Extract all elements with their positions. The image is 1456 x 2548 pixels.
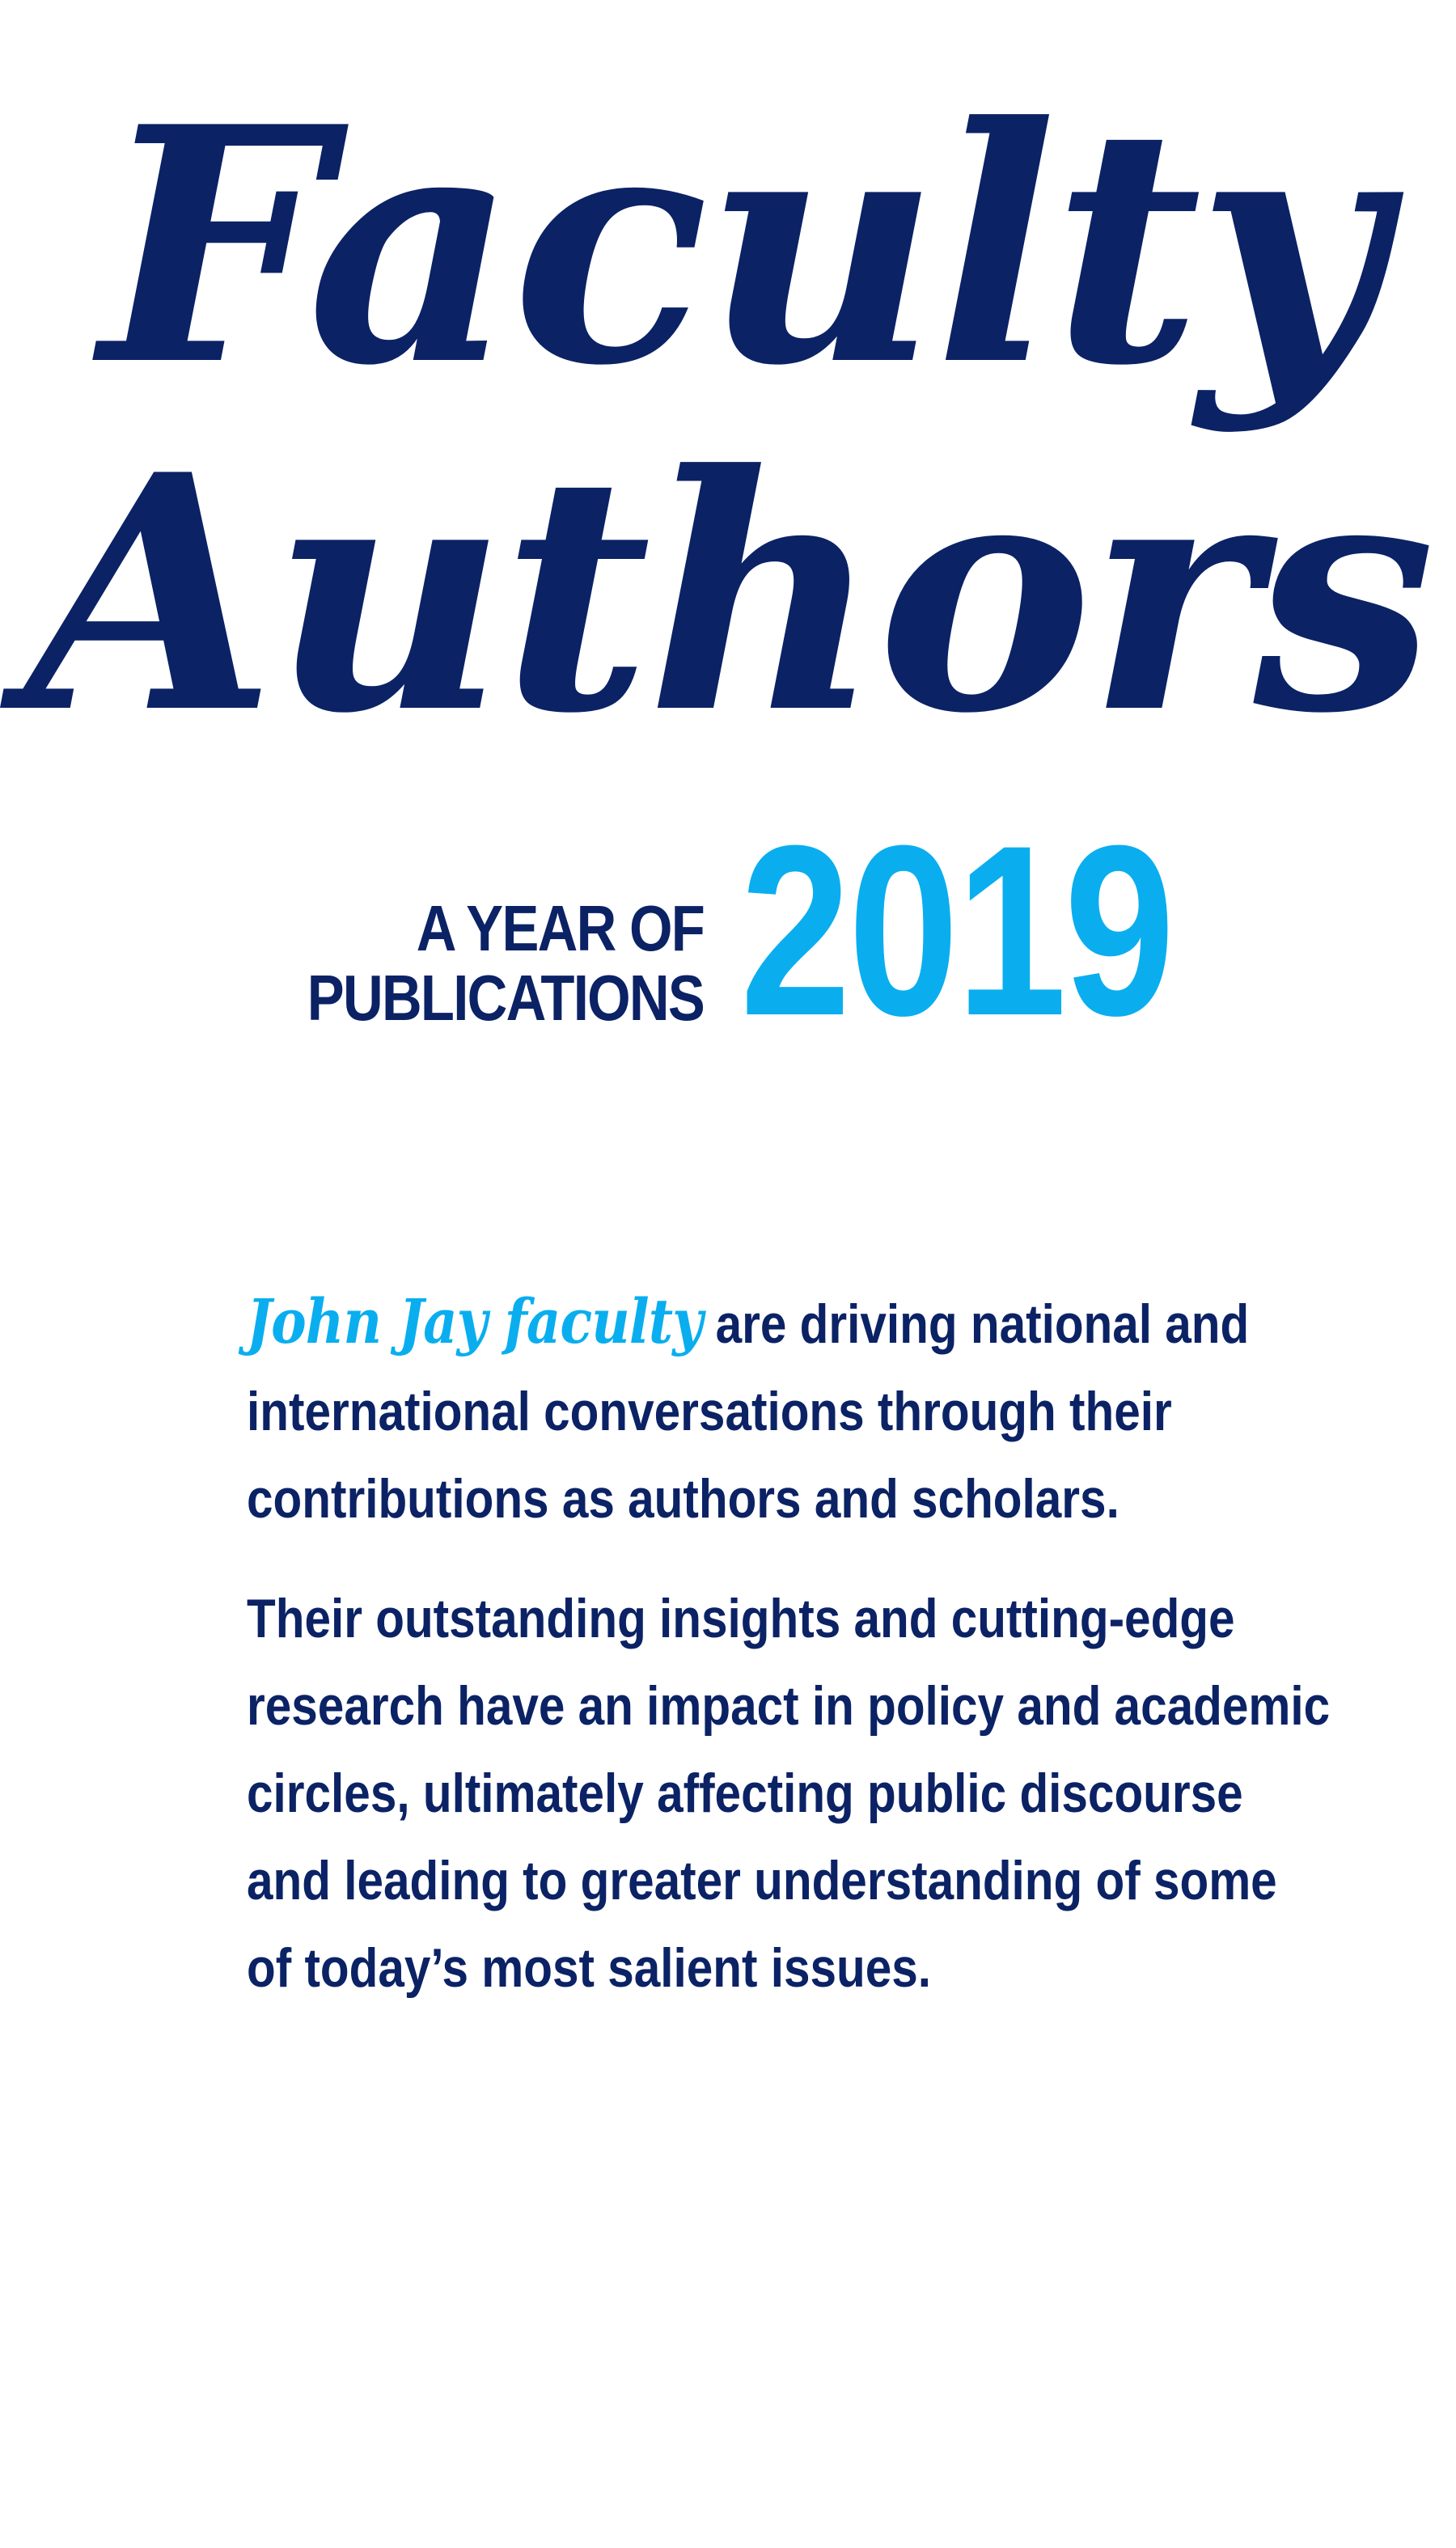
intro-highlight: John Jay faculty [247, 1285, 703, 1357]
year-number: 2019 [740, 794, 1173, 1066]
year-label-line-2: PUBLICATIONS [307, 962, 704, 1034]
year-label [307, 894, 704, 1033]
body-copy [247, 1278, 1331, 2012]
title-line-authors: Authors [25, 404, 1431, 785]
title-line-faculty: Faculty [99, 57, 1381, 437]
intro-paragraph [247, 1278, 1332, 1543]
intro-text: are driving national and international conversations through their contributions as authors and scholars. [247, 1293, 1250, 1530]
year-label-line-1: A YEAR OF [416, 892, 704, 964]
year-block [0, 794, 1456, 1066]
body-paragraph: Their outstanding insights and cutting-edge research have an impact in policy and academic circles, ultimately affecting public discourse and leading to greater understanding of some of today’s most salient issues. [247, 1588, 1331, 1999]
